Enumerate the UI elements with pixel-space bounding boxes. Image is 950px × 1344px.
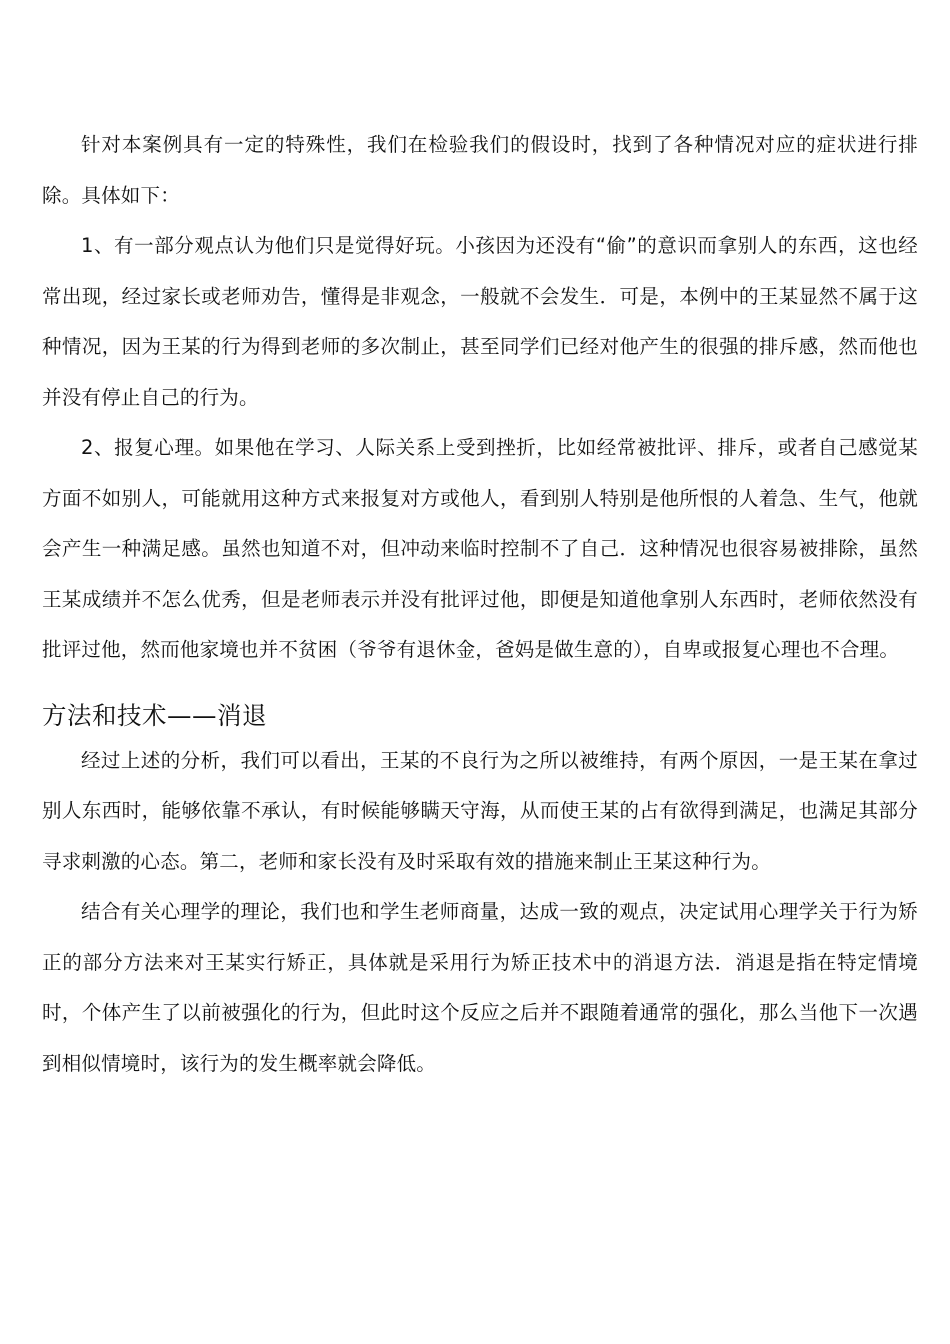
- paragraph-analysis: 经过上述的分析，我们可以看出，王某的不良行为之所以被维持，有两个原因，一是王某在拿过别人东西时，能够依靠不承认，有时候能够瞒天守海，从而使王某的占有欲得到满足，也满足其部分寻求刺激的心态。第二，老师和家长没有及时采取有效的措施来制止王某这种行为。: [42, 748, 918, 873]
- paragraph-point-1: 1、有一部分观点认为他们只是觉得好玩。小孩因为还没有“偷”的意识而拿别人的东西，这也经常出现，经过家长或老师劝告，懂得是非观念，一般就不会发生．可是，本例中的王某显然不属于这种情况，因为王某的行为得到老师的多次制止，甚至同学们已经对他产生的很强的排斥感，然而他也并没有停止自己的行为。: [42, 234, 918, 409]
- document-page: [42, 120, 918, 1089]
- paragraph-point-2: 2、报复心理。如果他在学习、人际关系上受到挫折，比如经常被批评、排斥，或者自己感觉某方面不如别人，可能就用这种方式来报复对方或他人，看到别人特别是他所恨的人着急、生气，他就会产生一种满足感。虽然也知道不对，但冲动来临时控制不了自己．这种情况也很容易被排除，虽然王某成绩并不怎么优秀，但是老师表示并没有批评过他，即便是知道他拿别人东西时，老师依然没有批评过他，然而他家境也并不贫困（爷爷有退休金，爸妈是做生意的），自卑或报复心理也不合理。: [42, 436, 918, 661]
- paragraph-intro: 针对本案例具有一定的特殊性，我们在检验我们的假设时，找到了各种情况对应的症状进行排除。具体如下：: [42, 133, 918, 207]
- section-heading: 方法和技术——消退: [42, 700, 267, 730]
- paragraph-method: 结合有关心理学的理论，我们也和学生老师商量，达成一致的观点，决定试用心理学关于行为矫正的部分方法来对王某实行矫正，具体就是采用行为矫正技术中的消退方法．消退是指在特定情境时，个体产生了以前被强化的行为，但此时这个反应之后并不跟随着通常的强化，那么当他下一次遇到相似情境时，该行为的发生概率就会降低。: [42, 900, 918, 1075]
